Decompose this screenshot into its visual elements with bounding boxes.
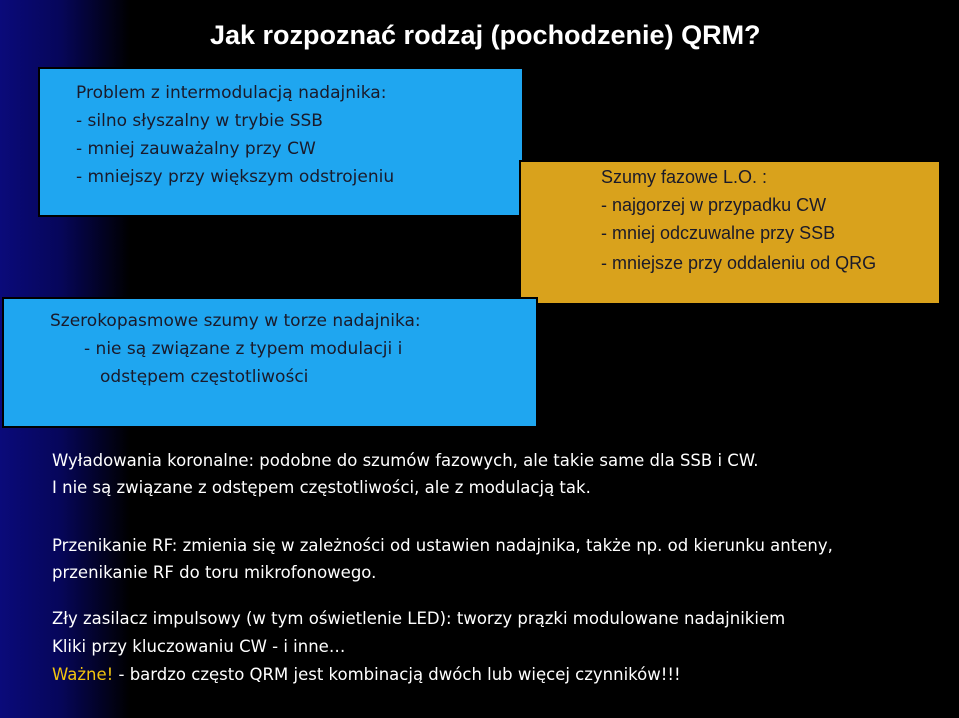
cw-clicks-line: Kliki przy kluczowaniu CW - i inne… — [52, 637, 346, 656]
intermodulation-item: - mniejszy przy większym odstrojeniu — [76, 167, 395, 187]
slide-title: Jak rozpoznać rodzaj (pochodzenie) QRM? — [210, 20, 761, 50]
important-text: - bardzo często QRM jest kombinacją dwóch lub więcej czynników!!! — [113, 665, 681, 684]
phase-noise-box — [519, 160, 941, 305]
intermodulation-item: - mniej zauważalny przy CW — [76, 139, 316, 159]
phase-noise-item: - mniejsze przy oddaleniu od QRG — [601, 253, 877, 273]
intermodulation-item: - silno słyszalny w trybie SSB — [76, 111, 323, 131]
important-label: Ważne! — [52, 665, 114, 684]
important-note — [52, 665, 681, 684]
intermodulation-heading: Problem z intermodulacją nadajnika: — [76, 83, 387, 103]
corona-line-1: Wyładowania koronalne: podobne do szumów fazowych, ale takie same dla SSB i CW. — [52, 451, 759, 470]
broadband-noise-box — [2, 297, 538, 428]
rf-feedback-line-2: przenikanie RF do toru mikrofonowego. — [52, 563, 377, 582]
intermodulation-box — [38, 67, 524, 217]
corona-line-2: I nie są związane z odstępem częstotliwości, ale z modulacją tak. — [52, 478, 591, 497]
rf-feedback-line-1: Przenikanie RF: zmienia się w zależności od ustawien nadajnika, także np. od kierunku anteny, — [52, 536, 833, 555]
broadband-item: odstępem częstotliwości — [100, 367, 309, 387]
phase-noise-item: - najgorzej w przypadku CW — [601, 195, 827, 215]
broadband-heading: Szerokopasmowe szumy w torze nadajnika: — [50, 311, 421, 331]
broadband-item: - nie są związane z typem modulacji i — [84, 339, 403, 359]
phase-noise-item: - mniej odczuwalne przy SSB — [601, 223, 836, 243]
phase-noise-heading: Szumy fazowe L.O. : — [601, 167, 768, 187]
power-supply-line: Zły zasilacz impulsowy (w tym oświetlenie LED): tworzy prązki modulowane nadajnikiem — [52, 609, 786, 628]
